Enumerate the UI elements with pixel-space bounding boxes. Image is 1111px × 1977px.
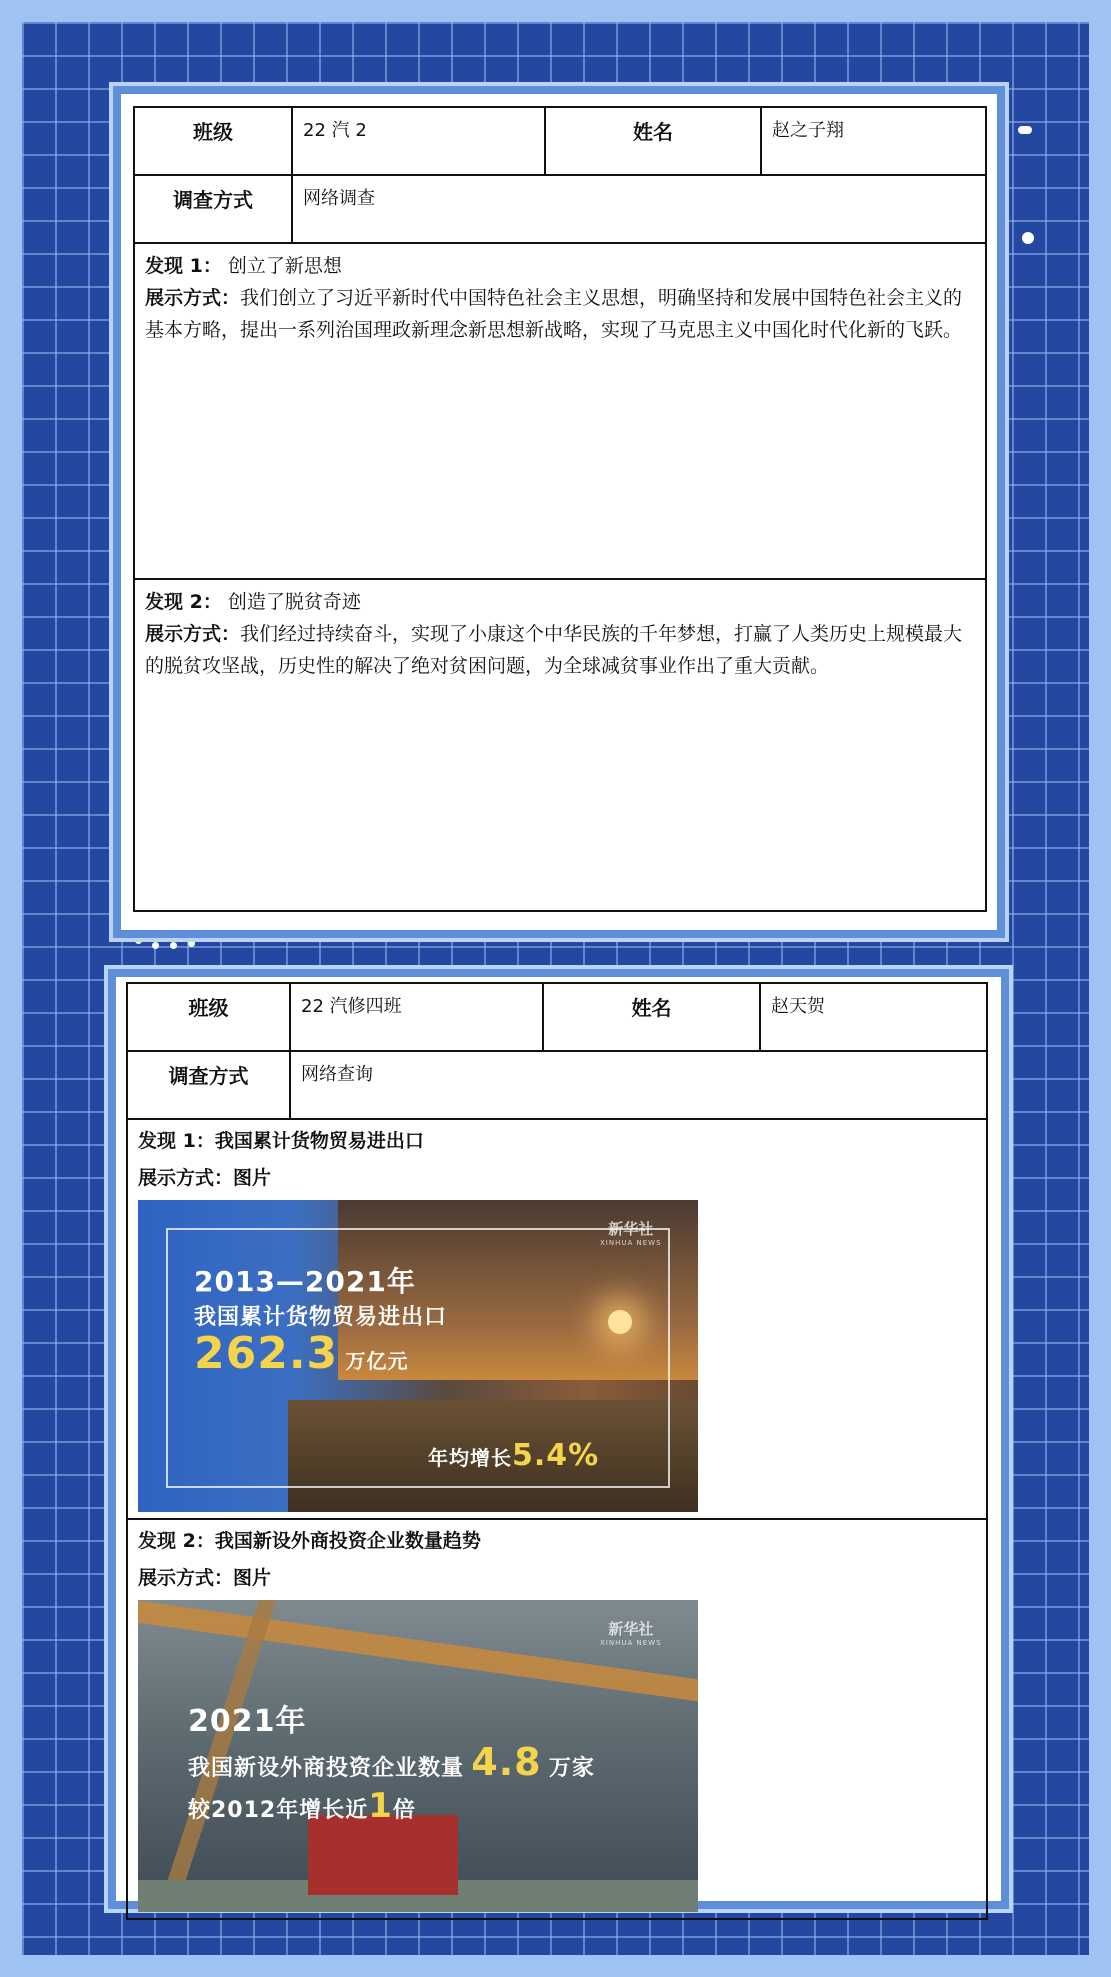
- decorative-dot: [1018, 126, 1032, 134]
- finding-2-title-value: 创造了脱贫奇迹: [227, 591, 361, 613]
- image-years-text: 2013—2021年: [194, 1265, 416, 1298]
- decorative-dot: [1022, 232, 1034, 244]
- finding-2-display: 展示方式：图片: [138, 1567, 272, 1589]
- decorative-dot: [170, 942, 177, 949]
- image-subject-text: 我国累计货物贸易进出口: [194, 1305, 448, 1330]
- finding-1-display: [145, 282, 975, 346]
- image-unit: 万亿元: [345, 1349, 409, 1373]
- image-value: 262.3: [194, 1328, 339, 1379]
- image-value-line: [194, 1328, 408, 1379]
- finding-1-title-value: 创立了新思想: [227, 255, 342, 277]
- finding-2-title: [145, 586, 975, 618]
- finding-1-display-text: 我们创立了习近平新时代中国特色社会主义思想，明确坚持和发展中国特色社会主义的基本方略，提出一系列治国理政新理念新思想新战略，实现了马克思主义中国化时代化新的飞跃。: [145, 287, 963, 341]
- finding-1-display: 展示方式：图片: [138, 1167, 272, 1189]
- decorative-dot: [135, 937, 142, 944]
- image-comparison-suffix: 倍: [392, 1798, 416, 1823]
- finding-2-title: 发现 2：我国新设外商投资企业数量趋势: [138, 1530, 481, 1552]
- finding-1-title: [145, 250, 975, 282]
- report-card-1: [113, 86, 1005, 938]
- trade-infographic-image: [138, 1200, 698, 1512]
- image-unit: 万家: [548, 1756, 595, 1781]
- finding-1-cell: [127, 1119, 987, 1519]
- finding-1-title: 发现 1：我国累计货物贸易进出口: [138, 1130, 424, 1152]
- class-label: 班级: [127, 983, 290, 1051]
- xinhua-logo: 新华社 XINHUA NEWS: [600, 1620, 662, 1647]
- report-card-2: [108, 969, 1009, 1909]
- factory-machine: [308, 1815, 458, 1895]
- finding-2-display: [145, 618, 975, 682]
- image-growth-line: [428, 1438, 599, 1473]
- name-label: 姓名: [543, 983, 760, 1051]
- report-table-2: [126, 982, 988, 1920]
- method-label: 调查方式: [134, 175, 292, 243]
- image-subject-text: 我国新设外商投资企业数量: [188, 1756, 465, 1781]
- finding-1-title-label: 发现 1：: [145, 255, 222, 277]
- finding-2-cell: [127, 1519, 987, 1919]
- class-value: 22 汽 2: [292, 107, 545, 175]
- image-comparison-line: [188, 1786, 416, 1826]
- image-growth-value: 5.4%: [512, 1438, 600, 1473]
- image-value: 4.8: [471, 1740, 542, 1784]
- investment-infographic-image: [138, 1600, 698, 1912]
- name-label: 姓名: [545, 107, 761, 175]
- image-subject-line: [188, 1740, 595, 1784]
- xinhua-logo: 新华社 XINHUA NEWS: [600, 1220, 662, 1247]
- finding-2-display-text: 我们经过持续奋斗，实现了小康这个中华民族的千年梦想，打赢了人类历史上规模最大的脱贫攻坚战，历史性的解决了绝对贫困问题，为全球减贫事业作出了重大贡献。: [145, 623, 963, 677]
- image-year-text: 2021年: [188, 1704, 307, 1739]
- name-value: 赵天贺: [760, 983, 987, 1051]
- image-comparison-prefix: 较2012年增长近: [188, 1798, 369, 1823]
- finding-2-title-label: 发现 2：: [145, 591, 222, 613]
- method-value: 网络调查: [292, 175, 986, 243]
- name-value: 赵之子翔: [761, 107, 986, 175]
- finding-1-display-label: 展示方式：: [145, 287, 241, 309]
- method-value: 网络查询: [290, 1051, 987, 1119]
- class-label: 班级: [134, 107, 292, 175]
- image-growth-label: 年均增长: [428, 1446, 512, 1470]
- crane-beam: [138, 1601, 698, 1702]
- image-comparison-value: 1: [368, 1786, 393, 1826]
- report-table-1: [133, 106, 987, 912]
- decorative-dot: [188, 940, 195, 947]
- finding-2-display-label: 展示方式：: [145, 623, 241, 645]
- method-label: 调查方式: [127, 1051, 290, 1119]
- class-value: 22 汽修四班: [290, 983, 543, 1051]
- decorative-dot: [152, 942, 159, 949]
- finding-1-cell: [134, 243, 986, 579]
- finding-2-cell: [134, 579, 986, 911]
